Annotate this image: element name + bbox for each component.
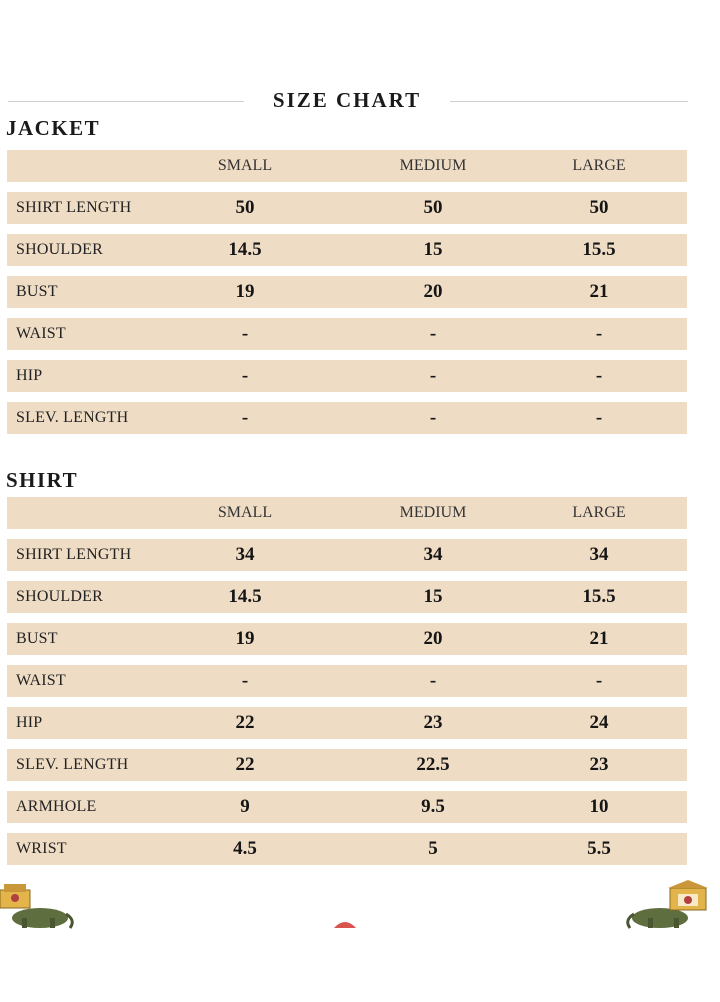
jacket-section-title: JACKET xyxy=(6,116,101,140)
value-small: - xyxy=(241,365,249,386)
value-large: - xyxy=(595,407,603,428)
table-row xyxy=(7,791,687,823)
value-medium: 23 xyxy=(423,712,443,733)
value-large: 21 xyxy=(589,281,609,302)
value-small: 34 xyxy=(235,544,255,565)
value-medium: - xyxy=(429,407,437,428)
row-label: BUST xyxy=(16,630,58,647)
value-large: - xyxy=(595,365,603,386)
column-header-small: SMALL xyxy=(217,157,273,174)
value-medium: 20 xyxy=(423,628,443,649)
value-large: 34 xyxy=(589,544,609,565)
title-divider-left xyxy=(8,101,244,102)
value-small: 14.5 xyxy=(228,586,262,607)
decorative-ornament xyxy=(330,918,360,930)
table-row xyxy=(7,402,687,434)
column-header-small: SMALL xyxy=(217,504,273,521)
row-label: SHIRT LENGTH xyxy=(16,199,132,216)
value-small: - xyxy=(241,670,249,691)
value-large: 10 xyxy=(589,796,609,817)
value-medium: 9.5 xyxy=(421,796,445,817)
shirt-table xyxy=(7,497,687,867)
table-row xyxy=(7,623,687,655)
value-large: 15.5 xyxy=(582,239,616,260)
table-row xyxy=(7,276,687,308)
value-medium: 15 xyxy=(423,239,443,260)
shirt-section-title: SHIRT xyxy=(6,468,79,492)
value-small: 50 xyxy=(235,197,255,218)
page-title: SIZE CHART xyxy=(272,88,422,112)
row-label: WAIST xyxy=(16,325,66,342)
value-small: - xyxy=(241,323,249,344)
table-row xyxy=(7,234,687,266)
table-row xyxy=(7,192,687,224)
value-small: 19 xyxy=(235,628,255,649)
row-label: WAIST xyxy=(16,672,66,689)
value-medium: - xyxy=(429,323,437,344)
value-large: 23 xyxy=(589,754,609,775)
table-row xyxy=(7,707,687,739)
column-header-medium: MEDIUM xyxy=(399,157,467,174)
value-small: 9 xyxy=(240,796,250,817)
row-label: SHOULDER xyxy=(16,588,103,605)
table-row xyxy=(7,318,687,350)
value-medium: 20 xyxy=(423,281,443,302)
table-header-row xyxy=(7,150,687,182)
table-header-row xyxy=(7,497,687,529)
table-row xyxy=(7,749,687,781)
value-large: 24 xyxy=(589,712,609,733)
value-medium: 22.5 xyxy=(416,754,450,775)
value-large: - xyxy=(595,323,603,344)
value-small: 19 xyxy=(235,281,255,302)
table-row xyxy=(7,581,687,613)
value-small: 14.5 xyxy=(228,239,262,260)
value-small: 22 xyxy=(235,754,255,775)
row-label: HIP xyxy=(16,367,43,384)
elephant-illustration-left xyxy=(0,880,80,930)
jacket-table xyxy=(7,150,687,436)
column-header-medium: MEDIUM xyxy=(399,504,467,521)
value-medium: 34 xyxy=(423,544,443,565)
value-large: - xyxy=(595,670,603,691)
value-large: 5.5 xyxy=(587,838,611,859)
row-label: ARMHOLE xyxy=(16,798,97,815)
size-chart-header xyxy=(0,88,720,116)
column-header-large: LARGE xyxy=(572,157,626,174)
row-label: SLEV. LENGTH xyxy=(16,409,129,426)
row-label: WRIST xyxy=(16,840,67,857)
value-medium: - xyxy=(429,670,437,691)
value-small: - xyxy=(241,407,249,428)
value-large: 15.5 xyxy=(582,586,616,607)
row-label: HIP xyxy=(16,714,43,731)
row-label: SHIRT LENGTH xyxy=(16,546,132,563)
value-small: 4.5 xyxy=(233,838,257,859)
value-medium: 5 xyxy=(428,838,438,859)
table-row xyxy=(7,360,687,392)
value-medium: 15 xyxy=(423,586,443,607)
value-medium: - xyxy=(429,365,437,386)
title-divider-right xyxy=(450,101,688,102)
value-large: 21 xyxy=(589,628,609,649)
row-label: SHOULDER xyxy=(16,241,103,258)
value-small: 22 xyxy=(235,712,255,733)
column-header-large: LARGE xyxy=(572,504,626,521)
table-row xyxy=(7,665,687,697)
row-label: BUST xyxy=(16,283,58,300)
table-row xyxy=(7,833,687,865)
row-label: SLEV. LENGTH xyxy=(16,756,129,773)
value-large: 50 xyxy=(589,197,609,218)
table-row xyxy=(7,539,687,571)
value-medium: 50 xyxy=(423,197,443,218)
elephant-illustration-right xyxy=(620,880,720,930)
